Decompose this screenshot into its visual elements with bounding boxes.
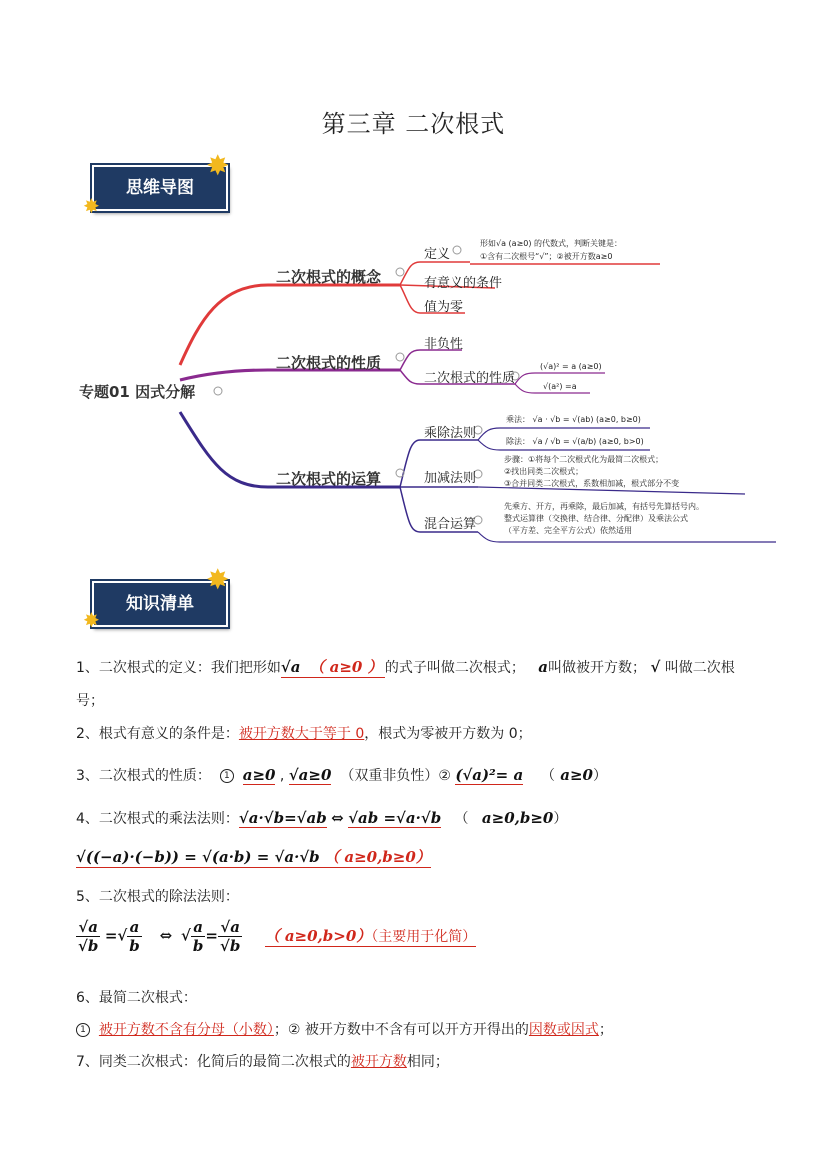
item-definition-cont: 号；	[76, 693, 104, 709]
mindmap-note: ②找出同类二次根式；	[504, 467, 584, 476]
item-division-formula: $\frac{√a}{√b}$ =√ $\frac{a}{b}$ ⇔ √ $\frac{a}{b}$ = $\frac{√a}{√b}$ （ a≥0,b>0）（主要用于化简）	[78, 918, 477, 955]
mindmap-note: (√a)² = a (a≥0)	[540, 362, 602, 371]
mindmap-branch-property: 二次根式的性质	[276, 354, 382, 372]
mindmap-note: ①含有二次根号“√”；②被开方数a≥0	[480, 252, 613, 261]
item-multiplication-example: √((−a)·(−b)) = √(a·b) = √a·√b （ a≥0,b≥0）	[76, 848, 431, 866]
mindmap-note: √(a²) =a	[543, 382, 577, 391]
star-icon: ✸	[83, 194, 100, 218]
item-simplest: 6、最简二次根式：	[76, 990, 197, 1006]
star-icon: ✸	[206, 563, 230, 596]
mindmap-note: 整式运算律（交换律、结合律、分配律）及乘法公式	[504, 514, 688, 523]
item-property: 3、二次根式的性质： 1 a≥0 , √a≥0 （双重非负性）② (√a)²= a （ a≥0）	[76, 766, 607, 784]
mindmap-note: 先乘方、开方，再乘除，最后加减，有括号先算括号内。	[504, 502, 704, 511]
mindmap-node-mixed: 混合运算	[424, 517, 477, 532]
mindmap-node-muldiv: 乘除法则	[424, 426, 477, 441]
item-simplest-conditions: 1 被开方数不含有分母（小数）；② 被开方数中不含有可以开方开得出的因数或因式；	[76, 1019, 613, 1039]
item-definition: 1、二次根式的定义：我们把形如√a （ a≥0 ） 的式子叫做二次根式； a叫做被开方数； √ 叫做二次根	[76, 658, 735, 676]
item-division: 5、二次根式的除法法则：	[76, 889, 239, 905]
item-multiplication: 4、二次根式的乘法法则：√a·√b=√ab ⇔ √ab =√a·√b （ a≥0,b≥0）	[76, 809, 568, 827]
mindmap-note: 除法： √a / √b = √(a/b) (a≥0, b>0)	[506, 437, 644, 446]
mindmap-banner: 思维导图	[92, 165, 228, 211]
mindmap-node-zero: 值为零	[424, 300, 464, 315]
mindmap-branch-operation: 二次根式的运算	[276, 470, 382, 488]
mindmap-node-nonneg: 非负性	[424, 337, 464, 352]
mindmap-note: ③合并同类二次根式，系数相加减，根式部分不变	[504, 479, 680, 488]
page-title: 第三章 二次根式	[321, 110, 506, 138]
star-icon: ✸	[83, 608, 100, 632]
mindmap-branch-concept: 二次根式的概念	[276, 268, 382, 286]
item-like-radicals: 7、同类二次根式：化简后的最简二次根式的被开方数相同；	[76, 1054, 449, 1070]
mindmap-note: 形如√a (a≥0) 的代数式，判断关键是：	[480, 239, 623, 248]
mindmap-root: 专题01 因式分解	[79, 383, 196, 401]
mindmap-node-addsub: 加减法则	[424, 471, 477, 486]
mindmap-node-condition: 有意义的条件	[424, 276, 503, 291]
mindmap-note: （平方差、完全平方公式）依然适用	[504, 526, 632, 535]
mindmap-note: 乘法： √a · √b = √(ab) (a≥0, b≥0)	[506, 415, 641, 424]
mindmap-node-definition: 定义	[424, 247, 451, 262]
mindmap-note: 步骤：①将每个二次根式化为最简二次根式；	[504, 455, 664, 464]
knowledge-banner: 知识清单	[92, 581, 228, 627]
mindmap-node-property: 二次根式的性质	[424, 371, 516, 386]
star-icon: ✸	[206, 149, 230, 182]
item-condition: 2、根式有意义的条件是：被开方数大于等于 0，根式为零被开方数为 0；	[76, 726, 532, 742]
